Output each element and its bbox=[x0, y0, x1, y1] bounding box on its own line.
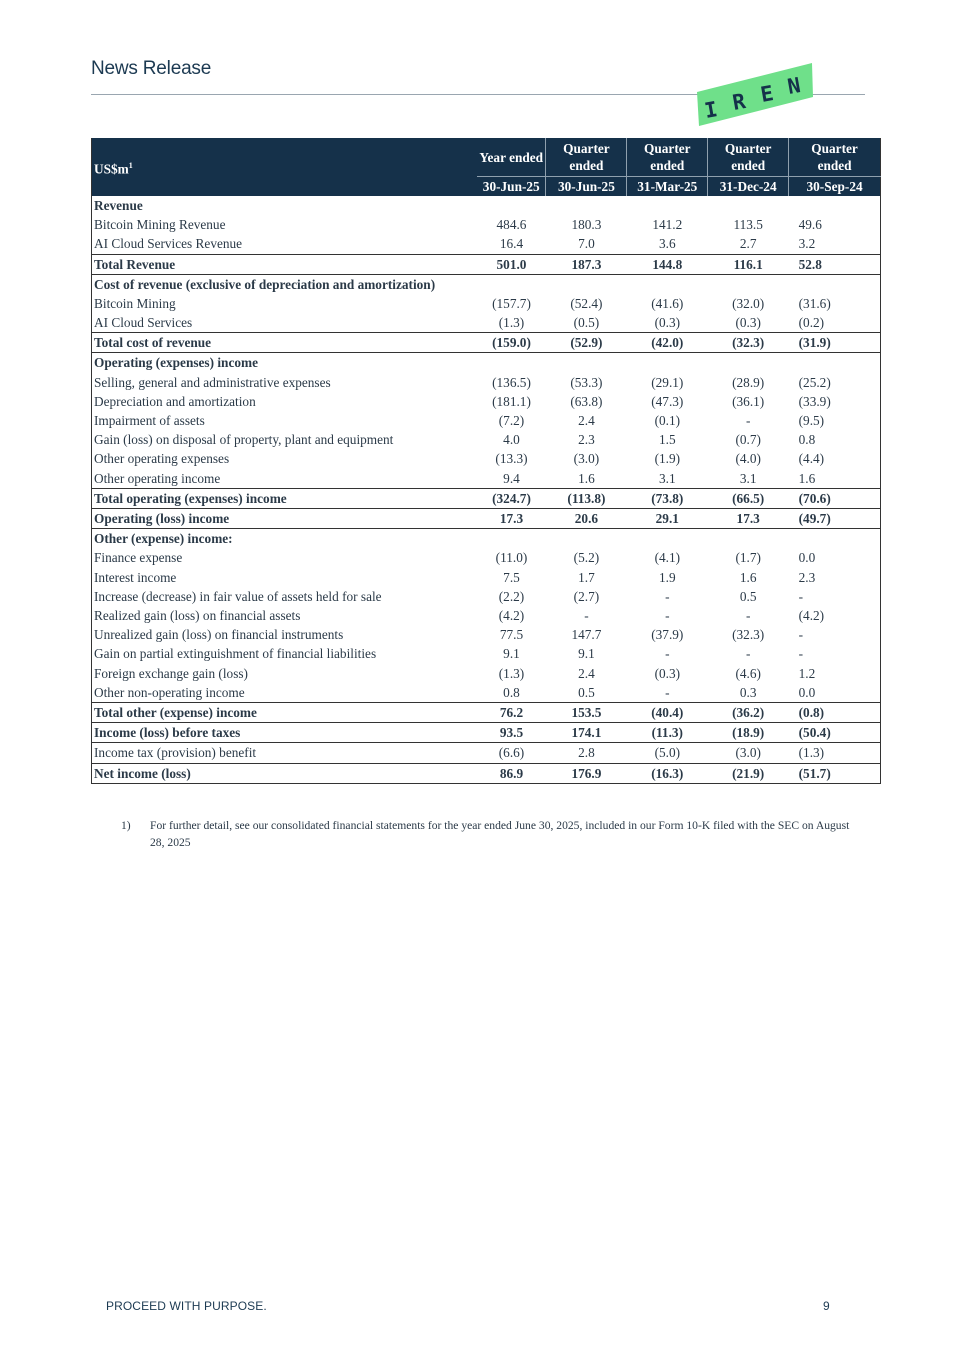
row-value: 1.5 bbox=[658, 432, 676, 448]
row-value: 2.3 bbox=[798, 569, 816, 585]
row-value: 0.8 bbox=[798, 432, 816, 448]
row-value bbox=[789, 353, 881, 373]
table-row bbox=[92, 373, 881, 392]
table-row bbox=[92, 723, 881, 743]
row-value bbox=[708, 274, 789, 294]
row-value: (0.7) bbox=[735, 432, 761, 448]
table-row bbox=[92, 449, 881, 468]
row-value: - bbox=[798, 588, 804, 604]
row-value: 29.1 bbox=[627, 509, 708, 529]
footnote bbox=[121, 817, 866, 851]
row-value: 0.5 bbox=[578, 684, 595, 700]
row-value: 484.6 bbox=[496, 217, 527, 233]
row-value: 9.1 bbox=[503, 646, 520, 662]
row-value: (28.9) bbox=[732, 374, 765, 390]
row-value: (9.5) bbox=[798, 413, 825, 429]
row-value: (1.3) bbox=[498, 665, 525, 681]
row-value: 0.8 bbox=[503, 684, 520, 700]
table-row bbox=[92, 606, 881, 625]
row-label: Total Revenue bbox=[92, 254, 478, 274]
table-row bbox=[92, 529, 881, 549]
row-label: Other operating income bbox=[94, 470, 221, 486]
row-value bbox=[627, 196, 708, 215]
row-value: (0.5) bbox=[573, 315, 600, 331]
row-value: (324.7) bbox=[477, 488, 546, 508]
row-value: 77.5 bbox=[499, 627, 524, 643]
iren-logo bbox=[693, 62, 815, 126]
row-value: (66.5) bbox=[708, 488, 789, 508]
col-header-line2: ended bbox=[569, 158, 604, 173]
row-value: - bbox=[665, 608, 670, 624]
col-header-q3 bbox=[627, 138, 708, 177]
row-value: (70.6) bbox=[789, 488, 881, 508]
row-value: - bbox=[798, 646, 804, 662]
row-label: Impairment of assets bbox=[94, 413, 205, 429]
row-value bbox=[708, 196, 789, 215]
row-label: Foreign exchange gain (loss) bbox=[94, 665, 248, 681]
row-label: Finance expense bbox=[94, 550, 183, 566]
row-value: 86.9 bbox=[477, 763, 546, 783]
row-value: 176.9 bbox=[546, 763, 627, 783]
row-value: (0.3) bbox=[654, 665, 681, 681]
unit-header bbox=[92, 138, 478, 196]
footer-tagline: PROCEED WITH PURPOSE. bbox=[106, 1299, 267, 1313]
row-value bbox=[627, 274, 708, 294]
row-value: 93.5 bbox=[477, 723, 546, 743]
row-value: - bbox=[798, 627, 804, 643]
page-number: 9 bbox=[823, 1299, 830, 1313]
col-date-q2: 31-Dec-24 bbox=[708, 177, 789, 197]
row-label: Total other (expense) income bbox=[92, 703, 478, 723]
row-value: (51.7) bbox=[789, 763, 881, 783]
table-row bbox=[92, 683, 881, 703]
row-value: 1.6 bbox=[739, 569, 757, 585]
table-row bbox=[92, 196, 881, 215]
row-value: 116.1 bbox=[708, 254, 789, 274]
table-row bbox=[92, 587, 881, 606]
row-value: (159.0) bbox=[477, 333, 546, 353]
row-label: Unrealized gain (loss) on financial instruments bbox=[94, 627, 344, 643]
row-value: (0.8) bbox=[789, 703, 881, 723]
table-row bbox=[92, 392, 881, 411]
logo-letter-i: I bbox=[702, 97, 720, 123]
row-label: Operating (expenses) income bbox=[94, 355, 258, 371]
col-header-line2: ended bbox=[731, 158, 766, 173]
row-value: (53.3) bbox=[570, 374, 603, 390]
row-value: (40.4) bbox=[627, 703, 708, 723]
col-date-q3: 31-Mar-25 bbox=[627, 177, 708, 197]
row-value: (11.0) bbox=[495, 550, 528, 566]
row-value bbox=[708, 529, 789, 549]
row-value: 20.6 bbox=[546, 509, 627, 529]
row-value: (36.1) bbox=[732, 393, 765, 409]
col-header-line1: Quarter bbox=[644, 141, 691, 156]
col-header-line1: Year ended bbox=[479, 149, 544, 165]
row-value: (29.1) bbox=[651, 374, 684, 390]
row-label: Other non-operating income bbox=[94, 684, 245, 700]
row-value: 501.0 bbox=[477, 254, 546, 274]
row-value: (1.3) bbox=[498, 315, 525, 331]
row-value: 16.4 bbox=[499, 236, 524, 252]
table-row bbox=[92, 644, 881, 663]
row-value: (6.6) bbox=[498, 745, 525, 761]
row-label: Bitcoin Mining Revenue bbox=[94, 217, 226, 233]
row-label: Revenue bbox=[94, 198, 143, 213]
row-value: (13.3) bbox=[495, 451, 528, 467]
row-value bbox=[546, 196, 627, 215]
row-value: (31.9) bbox=[789, 333, 881, 353]
row-value: (157.7) bbox=[492, 295, 531, 311]
table-row bbox=[92, 763, 881, 783]
row-value: 49.6 bbox=[798, 217, 822, 233]
row-label: Net income (loss) bbox=[92, 763, 478, 783]
row-value: (4.4) bbox=[798, 451, 825, 467]
unit-footnote-ref: 1 bbox=[128, 160, 133, 170]
row-value: (136.5) bbox=[492, 374, 531, 390]
row-value: 9.4 bbox=[503, 470, 520, 486]
row-value: 0.3 bbox=[739, 684, 757, 700]
row-label: AI Cloud Services Revenue bbox=[94, 236, 243, 252]
table-row bbox=[92, 488, 881, 508]
row-value: 147.7 bbox=[571, 627, 602, 643]
row-value: (4.2) bbox=[498, 608, 525, 624]
row-value: (25.2) bbox=[798, 374, 831, 390]
row-value: - bbox=[745, 646, 751, 662]
table-row bbox=[92, 743, 881, 763]
row-value: 9.1 bbox=[578, 646, 595, 662]
row-value: 3.1 bbox=[658, 470, 676, 486]
row-value: 187.3 bbox=[546, 254, 627, 274]
row-label: Interest income bbox=[94, 569, 177, 585]
col-header-q2 bbox=[708, 138, 789, 177]
row-value: (4.0) bbox=[735, 451, 761, 467]
table-row bbox=[92, 664, 881, 683]
col-header-q4 bbox=[546, 138, 627, 177]
row-value: (50.4) bbox=[789, 723, 881, 743]
row-value: (41.6) bbox=[651, 295, 684, 311]
table-row bbox=[92, 625, 881, 644]
row-value bbox=[477, 353, 546, 373]
row-value bbox=[789, 274, 881, 294]
row-label: Cost of revenue (exclusive of depreciation and amortization) bbox=[94, 276, 436, 292]
row-label: Depreciation and amortization bbox=[94, 393, 256, 409]
row-value: (2.2) bbox=[498, 588, 525, 604]
col-header-line1: Quarter bbox=[563, 141, 610, 156]
row-value: (4.2) bbox=[798, 608, 825, 624]
row-value: 174.1 bbox=[546, 723, 627, 743]
row-value: 144.8 bbox=[627, 254, 708, 274]
row-value: (1.7) bbox=[735, 550, 761, 566]
table-row bbox=[92, 294, 881, 313]
row-value: - bbox=[665, 588, 670, 604]
row-value: 76.2 bbox=[477, 703, 546, 723]
row-value: 52.8 bbox=[789, 254, 881, 274]
row-value: (181.1) bbox=[492, 393, 531, 409]
row-value: (5.0) bbox=[654, 745, 681, 761]
footnote-number: 1) bbox=[121, 819, 131, 832]
row-value: (113.8) bbox=[546, 488, 627, 508]
row-value: (52.4) bbox=[570, 295, 603, 311]
row-value: (47.3) bbox=[651, 393, 684, 409]
row-value: 1.6 bbox=[578, 470, 595, 486]
row-value bbox=[546, 529, 627, 549]
row-value: 1.6 bbox=[798, 470, 816, 486]
row-value: 4.0 bbox=[503, 432, 520, 448]
row-value: 17.3 bbox=[477, 509, 546, 529]
row-label: Operating (loss) income bbox=[92, 509, 478, 529]
row-value: - bbox=[745, 413, 751, 429]
row-value bbox=[627, 529, 708, 549]
row-value: 1.7 bbox=[578, 569, 595, 585]
row-value: (21.9) bbox=[708, 763, 789, 783]
row-value: 1.2 bbox=[798, 665, 816, 681]
table-row bbox=[92, 274, 881, 294]
col-date-q4: 30-Jun-25 bbox=[546, 177, 627, 197]
row-value: (0.1) bbox=[654, 413, 681, 429]
row-value: (1.9) bbox=[654, 451, 681, 467]
row-label: Increase (decrease) in fair value of assets held for sale bbox=[94, 588, 382, 604]
row-value: 7.5 bbox=[503, 569, 520, 585]
row-value: (0.2) bbox=[798, 315, 825, 331]
col-header-line2: ended bbox=[650, 158, 685, 173]
row-value: (49.7) bbox=[789, 509, 881, 529]
row-label: Other operating expenses bbox=[94, 451, 230, 467]
row-value bbox=[477, 196, 546, 215]
row-label: Other (expense) income: bbox=[94, 531, 233, 547]
col-date-q1: 30-Sep-24 bbox=[789, 177, 881, 197]
row-value: 3.1 bbox=[739, 470, 757, 486]
table-row bbox=[92, 313, 881, 333]
row-value: 153.5 bbox=[546, 703, 627, 723]
row-value bbox=[546, 274, 627, 294]
col-date-year: 30-Jun-25 bbox=[477, 177, 546, 197]
table-row bbox=[92, 411, 881, 430]
row-value: (3.0) bbox=[573, 451, 600, 467]
row-value: (3.0) bbox=[735, 745, 761, 761]
row-value: (0.3) bbox=[654, 315, 681, 331]
table-row bbox=[92, 234, 881, 254]
table-row bbox=[92, 430, 881, 449]
row-value: 0.0 bbox=[798, 684, 816, 700]
row-label: Bitcoin Mining bbox=[94, 295, 176, 311]
row-value: (63.8) bbox=[570, 393, 603, 409]
row-value: - bbox=[665, 646, 670, 662]
row-value: (42.0) bbox=[627, 333, 708, 353]
table-row bbox=[92, 703, 881, 723]
row-value: (7.2) bbox=[498, 413, 525, 429]
income-statement-table bbox=[91, 138, 881, 784]
row-label: Gain (loss) on disposal of property, plant and equipment bbox=[94, 432, 394, 448]
row-label: Total operating (expenses) income bbox=[92, 488, 478, 508]
logo-letter-r: R bbox=[730, 89, 748, 115]
row-value bbox=[546, 353, 627, 373]
row-value: (36.2) bbox=[708, 703, 789, 723]
row-value: 7.0 bbox=[578, 236, 595, 252]
logo-letter-n: N bbox=[785, 73, 803, 99]
row-label: Selling, general and administrative expenses bbox=[94, 374, 331, 390]
table-row bbox=[92, 333, 881, 353]
table-row bbox=[92, 215, 881, 234]
row-label: Total cost of revenue bbox=[92, 333, 478, 353]
row-value: (0.3) bbox=[735, 315, 761, 331]
row-value: 2.8 bbox=[578, 745, 595, 761]
row-value: 2.4 bbox=[578, 413, 595, 429]
row-value: (31.6) bbox=[798, 295, 831, 311]
unit-label: US$m bbox=[94, 161, 129, 177]
row-value: (4.1) bbox=[654, 550, 681, 566]
row-value: - bbox=[745, 608, 751, 624]
table-row bbox=[92, 254, 881, 274]
row-value: (16.3) bbox=[627, 763, 708, 783]
table-body bbox=[92, 196, 881, 783]
row-label: Income tax (provision) benefit bbox=[94, 745, 257, 761]
row-value: 2.3 bbox=[578, 432, 595, 448]
logo-letter-e: E bbox=[758, 81, 776, 107]
table-row bbox=[92, 469, 881, 489]
row-value bbox=[627, 353, 708, 373]
row-value: (73.8) bbox=[627, 488, 708, 508]
row-value: 1.9 bbox=[658, 569, 676, 585]
row-value bbox=[708, 353, 789, 373]
row-value: (2.7) bbox=[573, 588, 600, 604]
col-header-line1: Quarter bbox=[724, 141, 772, 156]
row-value bbox=[477, 274, 546, 294]
col-header-q1 bbox=[789, 138, 881, 177]
row-value: 180.3 bbox=[571, 217, 602, 233]
row-value: (37.9) bbox=[651, 627, 684, 643]
row-value: (33.9) bbox=[798, 393, 831, 409]
col-header-line2: ended bbox=[817, 158, 852, 173]
row-value: (11.3) bbox=[627, 723, 708, 743]
row-value: (5.2) bbox=[573, 550, 600, 566]
row-value: 0.0 bbox=[798, 550, 816, 566]
row-value: 2.7 bbox=[739, 236, 757, 252]
row-value: (32.3) bbox=[732, 627, 765, 643]
page-title: News Release bbox=[91, 58, 212, 79]
col-header-year bbox=[477, 138, 546, 177]
row-value: 3.6 bbox=[658, 236, 676, 252]
table-row bbox=[92, 568, 881, 587]
row-label: AI Cloud Services bbox=[94, 315, 193, 331]
table-row bbox=[92, 353, 881, 373]
row-value: (32.3) bbox=[708, 333, 789, 353]
row-value: 141.2 bbox=[652, 217, 683, 233]
table-header-row bbox=[92, 138, 881, 177]
row-value: (4.6) bbox=[735, 665, 761, 681]
footnote-text: For further detail, see our consolidated financial statements for the year ended June 30, 2025, included in our Form 10-K filed with the SEC on August 28, 2025 bbox=[150, 819, 850, 849]
table-row bbox=[92, 509, 881, 529]
row-value: 17.3 bbox=[708, 509, 789, 529]
row-label: Realized gain (loss) on financial assets bbox=[94, 608, 301, 624]
row-value bbox=[477, 529, 546, 549]
row-value: (52.9) bbox=[546, 333, 627, 353]
table-row bbox=[92, 548, 881, 567]
row-label: Income (loss) before taxes bbox=[92, 723, 478, 743]
row-value: 0.5 bbox=[739, 588, 757, 604]
col-header-line1: Quarter bbox=[811, 141, 858, 156]
row-value: 113.5 bbox=[733, 217, 763, 233]
row-value: - bbox=[665, 684, 670, 700]
row-value bbox=[789, 529, 881, 549]
row-value bbox=[789, 196, 881, 215]
row-value: (18.9) bbox=[708, 723, 789, 743]
row-value: 2.4 bbox=[578, 665, 595, 681]
row-value: (32.0) bbox=[732, 295, 765, 311]
row-label: Gain on partial extinguishment of financial liabilities bbox=[94, 646, 377, 662]
row-value: - bbox=[584, 608, 589, 624]
row-value: 3.2 bbox=[798, 236, 816, 252]
row-value: (1.3) bbox=[798, 745, 825, 761]
